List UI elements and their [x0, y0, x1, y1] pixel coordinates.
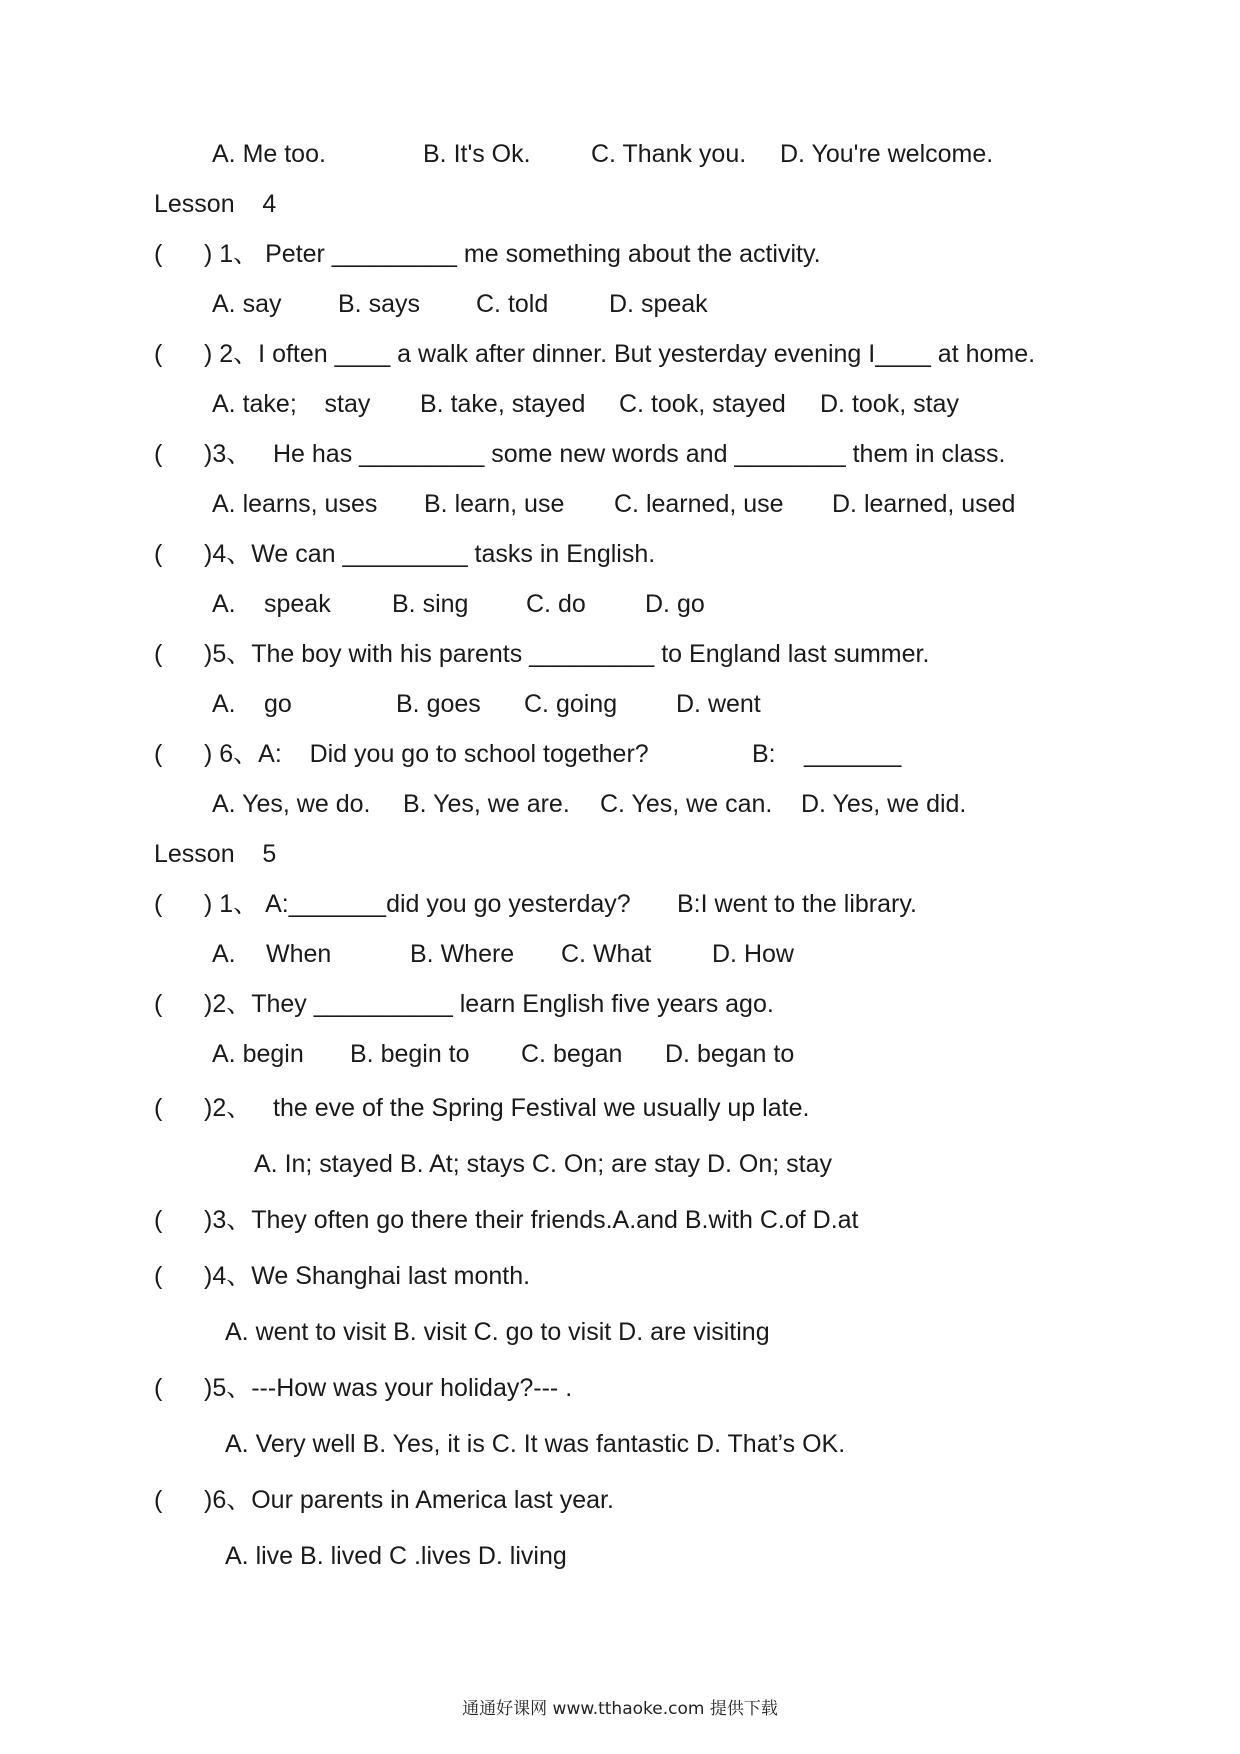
answer-blank: _______: [804, 740, 902, 768]
question-text: B:: [752, 740, 776, 768]
question-text: ( ) 1、 Peter _________ me something about the activity.: [154, 240, 821, 268]
option-text: C. told: [476, 290, 549, 318]
option-text: A. Yes, we do.: [212, 790, 371, 818]
option-text: A.: [212, 590, 236, 618]
option-text: C. took, stayed: [619, 390, 786, 418]
question-text: He has _________ some new words and ________ them in class.: [273, 440, 1006, 468]
option-text: D. went: [676, 690, 761, 718]
option-text: When: [266, 940, 332, 968]
option-text: B. take, stayed: [420, 390, 586, 418]
option-text: D. began to: [665, 1040, 795, 1068]
option-text: A.: [212, 940, 236, 968]
option-text: A. In; stayed B. At; stays C. On; are stay D. On; stay: [254, 1150, 833, 1178]
lesson-heading: Lesson 5: [154, 840, 277, 868]
question-text: ( )5、---How was your holiday?--- .: [154, 1374, 573, 1402]
option-text: B. begin to: [350, 1040, 470, 1068]
option-text: D. You're welcome.: [780, 140, 994, 168]
question-text: ( )4、We Shanghai last month.: [154, 1262, 531, 1290]
option-text: C. going: [524, 690, 618, 718]
option-text: A. learns, uses: [212, 490, 378, 518]
option-text: D. go: [645, 590, 705, 618]
option-text: D. learned, used: [832, 490, 1016, 518]
option-text: B. Where: [410, 940, 515, 968]
question-text: ( )4、We can _________ tasks in English.: [154, 540, 656, 568]
option-text: A. take; stay: [212, 390, 371, 418]
option-text: A. say: [212, 290, 282, 318]
option-text: speak: [264, 590, 331, 618]
option-text: A. Me too.: [212, 140, 326, 168]
option-text: B. Yes, we are.: [403, 790, 570, 818]
question-text: B:I went to the library.: [677, 890, 917, 918]
option-text: D. took, stay: [820, 390, 959, 418]
option-text: B. learn, use: [424, 490, 565, 518]
page-footer: 通通好课网 www.tthaoke.com 提供下载: [462, 1699, 778, 1719]
option-text: B. sing: [392, 590, 469, 618]
option-text: C. do: [526, 590, 586, 618]
option-text: A. live B. lived C .lives D. living: [225, 1542, 567, 1570]
question-text: ( )5、The boy with his parents _________ to England last summer.: [154, 640, 930, 668]
question-text: ( ) 2、I often ____ a walk after dinner. But yesterday evening I____ at home.: [154, 340, 1036, 368]
option-text: C. began: [521, 1040, 623, 1068]
option-text: A. went to visit B. visit C. go to visit D. are visiting: [225, 1318, 770, 1346]
question-text: ( ) 1、 A:_______did you go yesterday?: [154, 890, 631, 918]
question-text: the eve of the Spring Festival we usually up late.: [273, 1094, 810, 1122]
option-text: C. What: [561, 940, 652, 968]
option-text: C. Yes, we can.: [600, 790, 773, 818]
question-number: ( )2、: [154, 1094, 252, 1122]
question-text: ( )2、They __________ learn English five years ago.: [154, 990, 774, 1018]
option-text: go: [264, 690, 292, 718]
option-text: B. It's Ok.: [423, 140, 531, 168]
question-number: ( )3、: [154, 440, 252, 468]
option-text: A. Very well B. Yes, it is C. It was fantastic D. That’s OK.: [225, 1430, 846, 1458]
option-text: D. How: [712, 940, 794, 968]
question-text: ( )3、They often go there their friends.A.and B.with C.of D.at: [154, 1206, 859, 1234]
question-text: ( ) 6、A: Did you go to school together?: [154, 740, 649, 768]
option-text: A. begin: [212, 1040, 304, 1068]
option-text: B. says: [338, 290, 420, 318]
lesson-heading: Lesson 4: [154, 190, 277, 218]
question-text: ( )6、Our parents in America last year.: [154, 1486, 614, 1514]
option-text: D. Yes, we did.: [801, 790, 967, 818]
option-text: B. goes: [396, 690, 481, 718]
option-text: A.: [212, 690, 236, 718]
option-text: C. learned, use: [614, 490, 784, 518]
option-text: D. speak: [609, 290, 708, 318]
option-text: C. Thank you.: [591, 140, 747, 168]
